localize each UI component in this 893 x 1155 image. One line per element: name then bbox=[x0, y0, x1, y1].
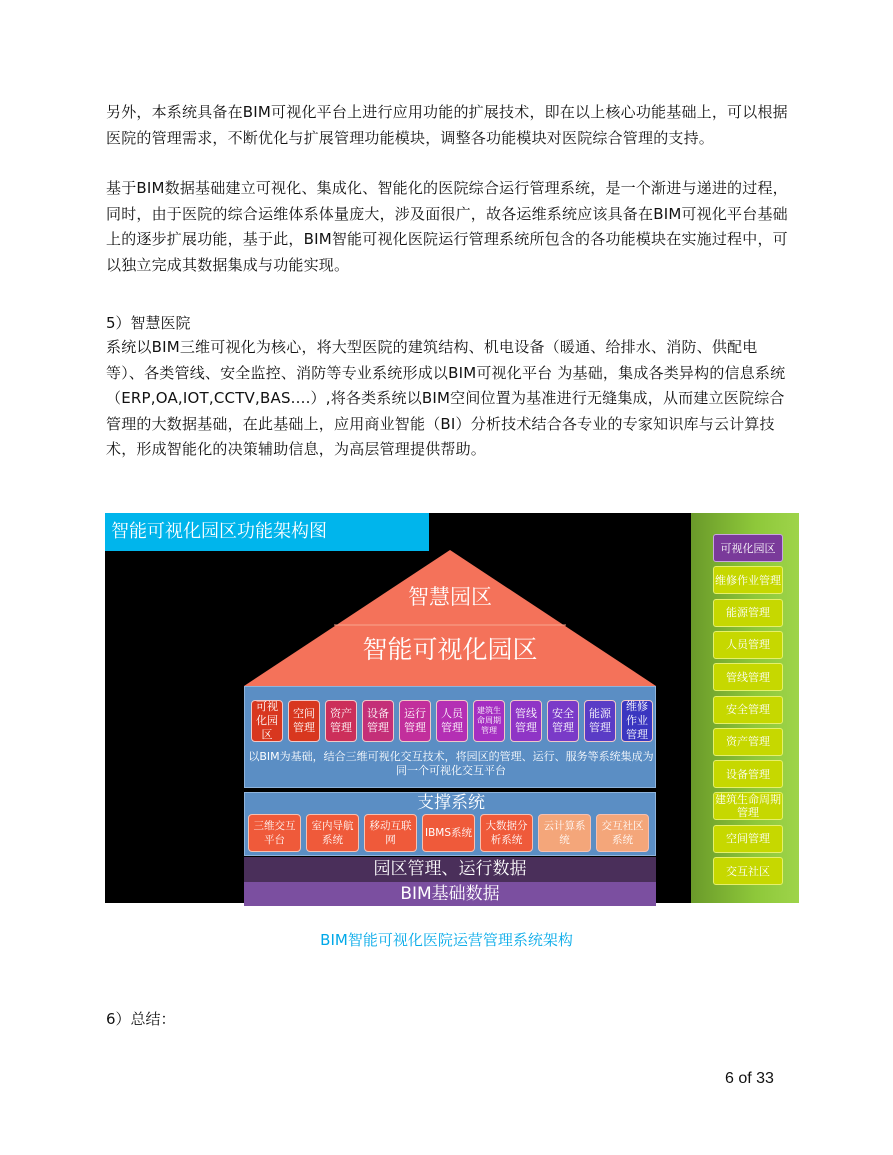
side-module-item: 交互社区 bbox=[713, 857, 783, 885]
module-box: 能源管理 bbox=[584, 700, 616, 742]
module-box: 建筑生命周期管理 bbox=[473, 700, 505, 742]
platform-description: 以BIM为基础，结合三维可视化交互技术，将园区的管理、运行、服务等系统集成为同一个可视化交互平台 bbox=[248, 750, 654, 777]
module-box: 人员管理 bbox=[436, 700, 468, 742]
module-box: 管线管理 bbox=[510, 700, 542, 742]
side-module-item: 安全管理 bbox=[713, 696, 783, 724]
side-module-panel bbox=[691, 513, 799, 903]
roof-top-label: 智慧园区 bbox=[408, 585, 492, 609]
page-number: 6 of 33 bbox=[725, 1070, 774, 1087]
side-module-item: 空间管理 bbox=[713, 825, 783, 853]
support-panel bbox=[244, 792, 656, 856]
module-box: 资产管理 bbox=[325, 700, 357, 742]
side-module-item: 能源管理 bbox=[713, 599, 783, 627]
support-system-box: 移动互联网 bbox=[364, 814, 417, 852]
platform-panel bbox=[244, 686, 656, 788]
side-module-item: 人员管理 bbox=[713, 631, 783, 659]
data-bar-bim: BIM基础数据 bbox=[244, 882, 656, 906]
module-box: 设备管理 bbox=[362, 700, 394, 742]
roof-main-label: 智能可视化园区 bbox=[362, 635, 538, 664]
module-box: 维修作业管理 bbox=[621, 700, 653, 742]
module-box: 空间管理 bbox=[288, 700, 320, 742]
section-heading-summary: 6）总结： bbox=[106, 1010, 176, 1028]
support-system-box: 三维交互平台 bbox=[248, 814, 301, 852]
data-bar-operations: 园区管理、运行数据 bbox=[244, 857, 656, 882]
module-box: 安全管理 bbox=[547, 700, 579, 742]
module-box: 可视化园区 bbox=[251, 700, 283, 742]
side-module-item: 设备管理 bbox=[713, 760, 783, 788]
paragraph-smart-hospital: 系统以BIM三维可视化为核心，将大型医院的建筑结构、机电设备（暖通、给排水、消防、供配电等）、各类管线、安全监控、消防等专业系统形成以BIM可视化平台 为基础，集成各类异构的信息系统（ERP,OA,IOT,CCTV,BAS....）,将各类系统以BIM空间位置为基准进行无缝集成，从而建立医院综合管理的大数据基础，在此基础上，应用商业智能（BI）分析技术结合各专业的专家知识库与云计算技术，形成智能化的决策辅助信息，为高层管理提供帮助。 bbox=[106, 338, 786, 458]
side-module-item: 资产管理 bbox=[713, 728, 783, 756]
support-system-box: IBMS系统 bbox=[422, 814, 475, 852]
support-system-box: 大数据分析系统 bbox=[480, 814, 533, 852]
side-module-item: 建筑生命周期管理 bbox=[715, 793, 781, 820]
section-heading-smart-hospital: 5）智慧医院 bbox=[106, 314, 191, 332]
support-system-box: 交互社区系统 bbox=[596, 814, 649, 852]
paragraph-extension: 另外，本系统具备在BIM可视化平台上进行应用功能的扩展技术，即在以上核心功能基础上，可以根据医院的管理需求，不断优化与扩展管理功能模块，调整各功能模块对医院综合管理的支持。 bbox=[106, 103, 788, 147]
figure-caption: BIM智能可视化医院运营管理系统架构 bbox=[320, 931, 573, 949]
figure-title: 智能可视化园区功能架构图 bbox=[105, 513, 429, 551]
support-title: 支撑系统 bbox=[417, 793, 485, 813]
architecture-figure bbox=[105, 513, 799, 903]
module-box: 运行管理 bbox=[399, 700, 431, 742]
paragraph-bim-basis: 基于BIM数据基础建立可视化、集成化、智能化的医院综合运行管理系统，是一个渐进与递进的过程，同时，由于医院的综合运维体系体量庞大，涉及面很广，故各运维系统应该具备在BIM可视化平台基础上的逐步扩展功能，基于此，BIM智能可视化医院运行管理系统所包含的各功能模块在实施过程中，可以独立完成其数据集成与功能实现。 bbox=[106, 179, 788, 274]
side-module-item: 管线管理 bbox=[713, 663, 783, 691]
side-module-item: 维修作业管理 bbox=[713, 566, 783, 594]
support-system-box: 云计算系统 bbox=[538, 814, 591, 852]
support-system-box: 室内导航系统 bbox=[306, 814, 359, 852]
side-module-item: 可视化园区 bbox=[713, 534, 783, 562]
